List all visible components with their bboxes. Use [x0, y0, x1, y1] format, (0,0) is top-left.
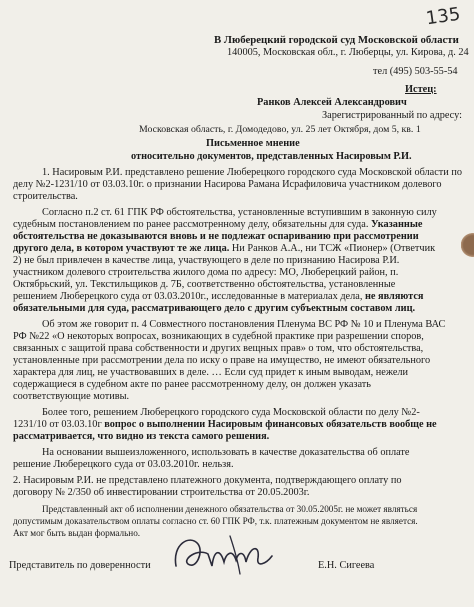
registered-label: Зарегистрированный по адресу: — [322, 110, 462, 121]
body-line: соответствующие мотивы. — [13, 391, 130, 402]
body-line: Представленный акт об исполнении денежного обязательства от 30.05.2005г. не может являться — [42, 504, 418, 514]
body-line: содержащиеся в судебном акте по ранее рассмотренному делу, он должен указать — [13, 379, 371, 390]
body-line: 1. Насировым Р.И. представлено решение Люберецкого городского суда Московской области по — [42, 167, 462, 178]
body-line: На основании вышеизложенного, использовать в качестве доказательства об оплате — [42, 447, 410, 458]
body-line: 1231/10 от 03.03.10г вопрос о выполнении Насировым финансовых обязательств вообще не — [13, 419, 437, 430]
representative-label: Представитель по доверенности — [9, 560, 151, 571]
court-addressee: В Люберецкий городской суд Московской области — [214, 34, 459, 46]
doc-title: Письменное мнение — [206, 138, 300, 149]
body-line: характера для лиц, не участвовавших в деле. … Если суд придет к иным выводам, нежели — [13, 367, 409, 378]
page-number: 135 — [424, 3, 462, 30]
body-line: 2. Насировым Р.И. не представлено платежного документа, подтверждающего оплату по — [13, 475, 402, 486]
plaintiff-name: Ранков Алексей Александрович — [257, 97, 407, 108]
body-line: Более того, решением Люберецкого городского суда Московской области по делу №2- — [42, 407, 420, 418]
body-line: допустимым доказательством оплаты согласно ст. 60 ГПК РФ, т.к. платежным документом не является. — [13, 516, 418, 526]
body-line: 2) не был привлечен в качестве лица, участвующего в деле по признанию Насирова Р.И. — [13, 255, 400, 266]
plaintiff-address: Московская область, г. Домодедово, ул. 25 лет Октября, дом 5, кв. 1 — [139, 124, 421, 135]
punch-hole — [461, 233, 474, 257]
body-line: РФ №22 «О некоторых вопросах, возникающих в судебной практике при разрешении споров, — [13, 331, 424, 342]
body-line: делу №2-1231/10 от 03.03.10г. о признании Насирова Рамана Исрафиловича участником долевого — [13, 179, 442, 190]
body-line: обязательными для суда, рассматривающего дело с другим субъектным составом лиц. — [13, 303, 416, 314]
body-line: Об этом же говорит п. 4 Совместного постановления Пленума ВС РФ № 10 и Пленума ВАС — [42, 319, 446, 330]
body-line: договору № 2/350 об инвестировании строительства от 20.05.2003г. — [13, 487, 310, 498]
body-line: решением Люберецкого суда от 03.03.2010г., исследованные в материалах дела, не являются — [13, 291, 424, 302]
body-line: рассматривается, что видно из текста самого решения. — [13, 431, 270, 442]
body-line: обстоятельства не доказываются вновь и не подлежат оспариванию при рассмотрении — [13, 231, 419, 242]
body-line: участником долевого строительства жилого дома по адресу: МО, Люберецкий район, п. — [13, 267, 399, 278]
representative-name: Е.Н. Сигеева — [318, 560, 375, 571]
court-phone: тел (495) 503-55-54 — [373, 66, 458, 77]
body-line: Акт мог быть выдан формально. — [13, 528, 141, 538]
court-address: 140005, Московская обл., г. Люберцы, ул. Кирова, д. 24 — [227, 47, 469, 58]
body-line: связанных с защитой права собственности и других вещных прав» о том, что обстоятельства, — [13, 343, 424, 354]
doc-subtitle: относительно документов, представленных Насировым Р.И. — [131, 151, 412, 162]
handwritten-signature — [168, 526, 278, 580]
body-line: судебным постановлением по ранее рассмотренному делу, обязательны для суда. Указанные — [13, 219, 423, 230]
body-line: Октябрьский, ул. Текстильщиков д. 7Б, соответственно обстоятельства, установленные — [13, 279, 396, 290]
body-line: решение Люберецкого суда от 03.03.2010г. нельзя. — [13, 459, 234, 470]
plaintiff-label: Истец: — [405, 84, 437, 95]
body-line: другого дела, в котором участвуют те же лица. Ни Ранков А.А., ни ТСЖ «Пионер» (Ответчик — [13, 243, 436, 254]
body-line: Согласно п.2 ст. 61 ГПК РФ обстоятельства, установленные вступившим в законную силу — [42, 207, 437, 218]
body-line: установленные при рассмотрении дела по иску о праве на имущество, не имеют обязательного — [13, 355, 431, 366]
body-line: строительства. — [13, 191, 78, 202]
